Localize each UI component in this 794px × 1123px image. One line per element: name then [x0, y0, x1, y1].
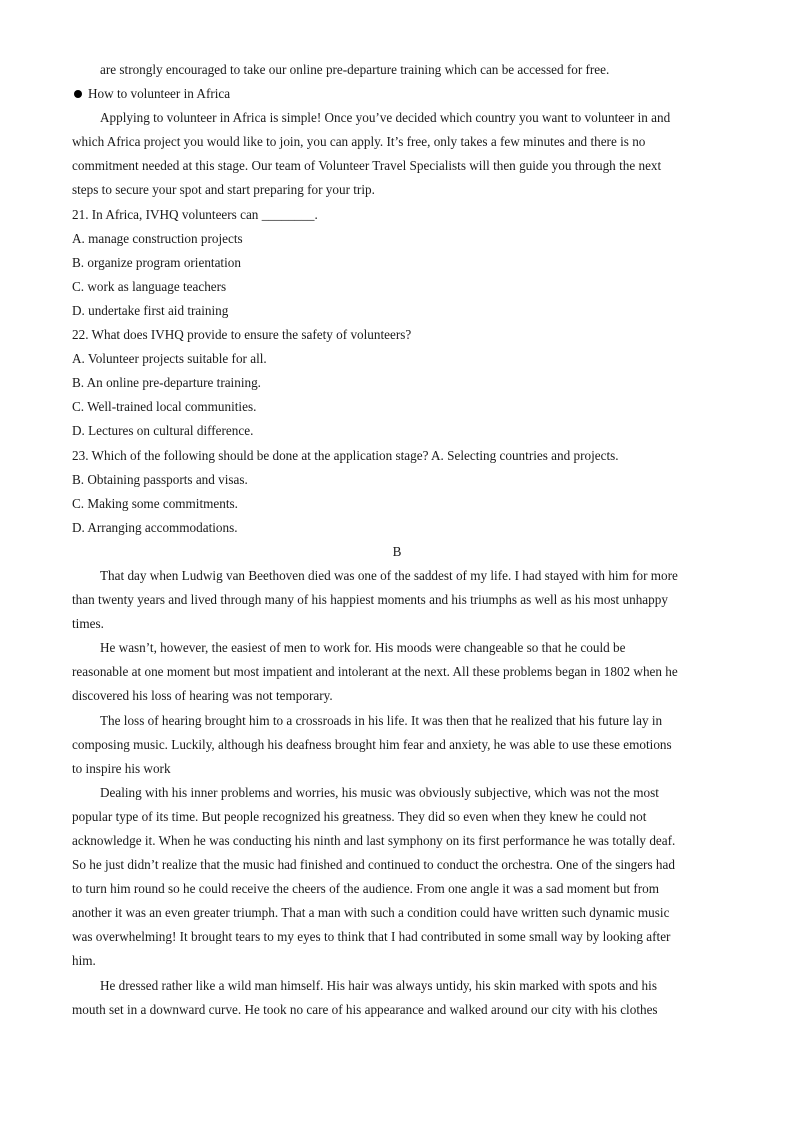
question-stem: 22. What does IVHQ provide to ensure the safety of volunteers?: [72, 327, 412, 343]
question-23: [72, 444, 722, 540]
document-page: [72, 58, 722, 1022]
passage-b-line: mouth set in a downward curve. He took no care of his appearance and walked around our city with his clothes: [72, 1001, 658, 1017]
answer-option: C. Making some commitments.: [72, 495, 238, 511]
answer-option: B. Obtaining passports and visas.: [72, 471, 248, 487]
section-paragraph-line: Applying to volunteer in Africa is simple! Once you’ve decided which country you want to volunteer in and: [100, 110, 671, 126]
answer-option: D. undertake first aid training: [72, 302, 229, 318]
answer-option: B. An online pre-departure training.: [72, 375, 261, 391]
answer-option: A. manage construction projects: [72, 230, 243, 246]
passage-b-line: to turn him round so he could receive the cheers of the audience. From one angle it was a sad moment but from: [72, 881, 660, 897]
answer-option: A. Volunteer projects suitable for all.: [72, 351, 267, 367]
passage-b-line: Dealing with his inner problems and worries, his music was obviously subjective, which was not the most: [100, 784, 659, 800]
passage-b-line: to inspire his work: [72, 760, 171, 776]
passage-b-line: than twenty years and lived through many of his happiest moments and his triumphs as well as his most unhappy: [72, 592, 668, 608]
passage-b-line: times.: [72, 616, 104, 632]
section-heading: How to volunteer in Africa: [88, 86, 231, 102]
passage-b-label: B: [392, 543, 402, 559]
passage-b-line: So he just didn’t realize that the music had finished and continued to conduct the orchestra. One of the singers had: [72, 857, 675, 873]
answer-option: C. work as language teachers: [72, 278, 227, 294]
question-22: [72, 323, 722, 443]
section-heading-row: [72, 82, 722, 106]
passage-b-line: discovered his loss of hearing was not temporary.: [72, 688, 333, 704]
passage-b-line: That day when Ludwig van Beethoven died was one of the saddest of my life. I had stayed with him for more: [100, 567, 678, 583]
answer-option: C. Well-trained local communities.: [72, 399, 257, 415]
passage-b-body: [72, 564, 722, 1022]
question-21: [72, 203, 722, 323]
passage-b-line: The loss of hearing brought him to a crossroads in his life. It was then that he realized that his future lay in: [100, 712, 663, 728]
passage-b-line: popular type of its time. But people recognized his greatness. They did so even when they knew he could not: [72, 808, 647, 824]
answer-option: D. Lectures on cultural difference.: [72, 423, 254, 439]
answer-option: B. organize program orientation: [72, 254, 241, 270]
question-stem: 23. Which of the following should be done at the application stage? A. Selecting countries and projects.: [72, 447, 619, 463]
passage-b-line: another it was an even greater triumph. That a man with such a condition could have written such dynamic music: [72, 905, 670, 921]
intro-tail-line: are strongly encouraged to take our online pre-departure training which can be accessed for free.: [100, 62, 610, 77]
bullet-icon: [74, 90, 82, 98]
section-paragraph-line: steps to secure your spot and start preparing for your trip.: [72, 182, 375, 198]
passage-b-line: He wasn’t, however, the easiest of men to work for. His moods were changeable so that he could be: [100, 640, 626, 656]
passage-b-line: reasonable at one moment but most impatient and intolerant at the next. All these problems began in 1802 when he: [72, 664, 678, 680]
answer-option: D. Arranging accommodations.: [72, 519, 238, 535]
passage-b-line: He dressed rather like a wild man himself. His hair was always untidy, his skin marked with spots and his: [100, 977, 657, 993]
section-paragraph-line: which Africa project you would like to join, you can apply. It’s free, only takes a few minutes and there is no: [72, 134, 646, 150]
passage-b-line: was overwhelming! It brought tears to my eyes to think that I had contributed in some small way by looking after: [72, 929, 671, 945]
passage-b-line: him.: [72, 953, 96, 969]
question-stem: 21. In Africa, IVHQ volunteers can ________.: [72, 206, 318, 222]
passage-b-line: acknowledge it. When he was conducting his ninth and last symphony on its first performance he was totally deaf.: [72, 833, 676, 848]
passage-b-line: composing music. Luckily, although his deafness brought him fear and anxiety, he was able to use these emotions: [72, 736, 672, 752]
section-paragraph-line: commitment needed at this stage. Our team of Volunteer Travel Specialists will then guide you through the next: [72, 158, 662, 174]
